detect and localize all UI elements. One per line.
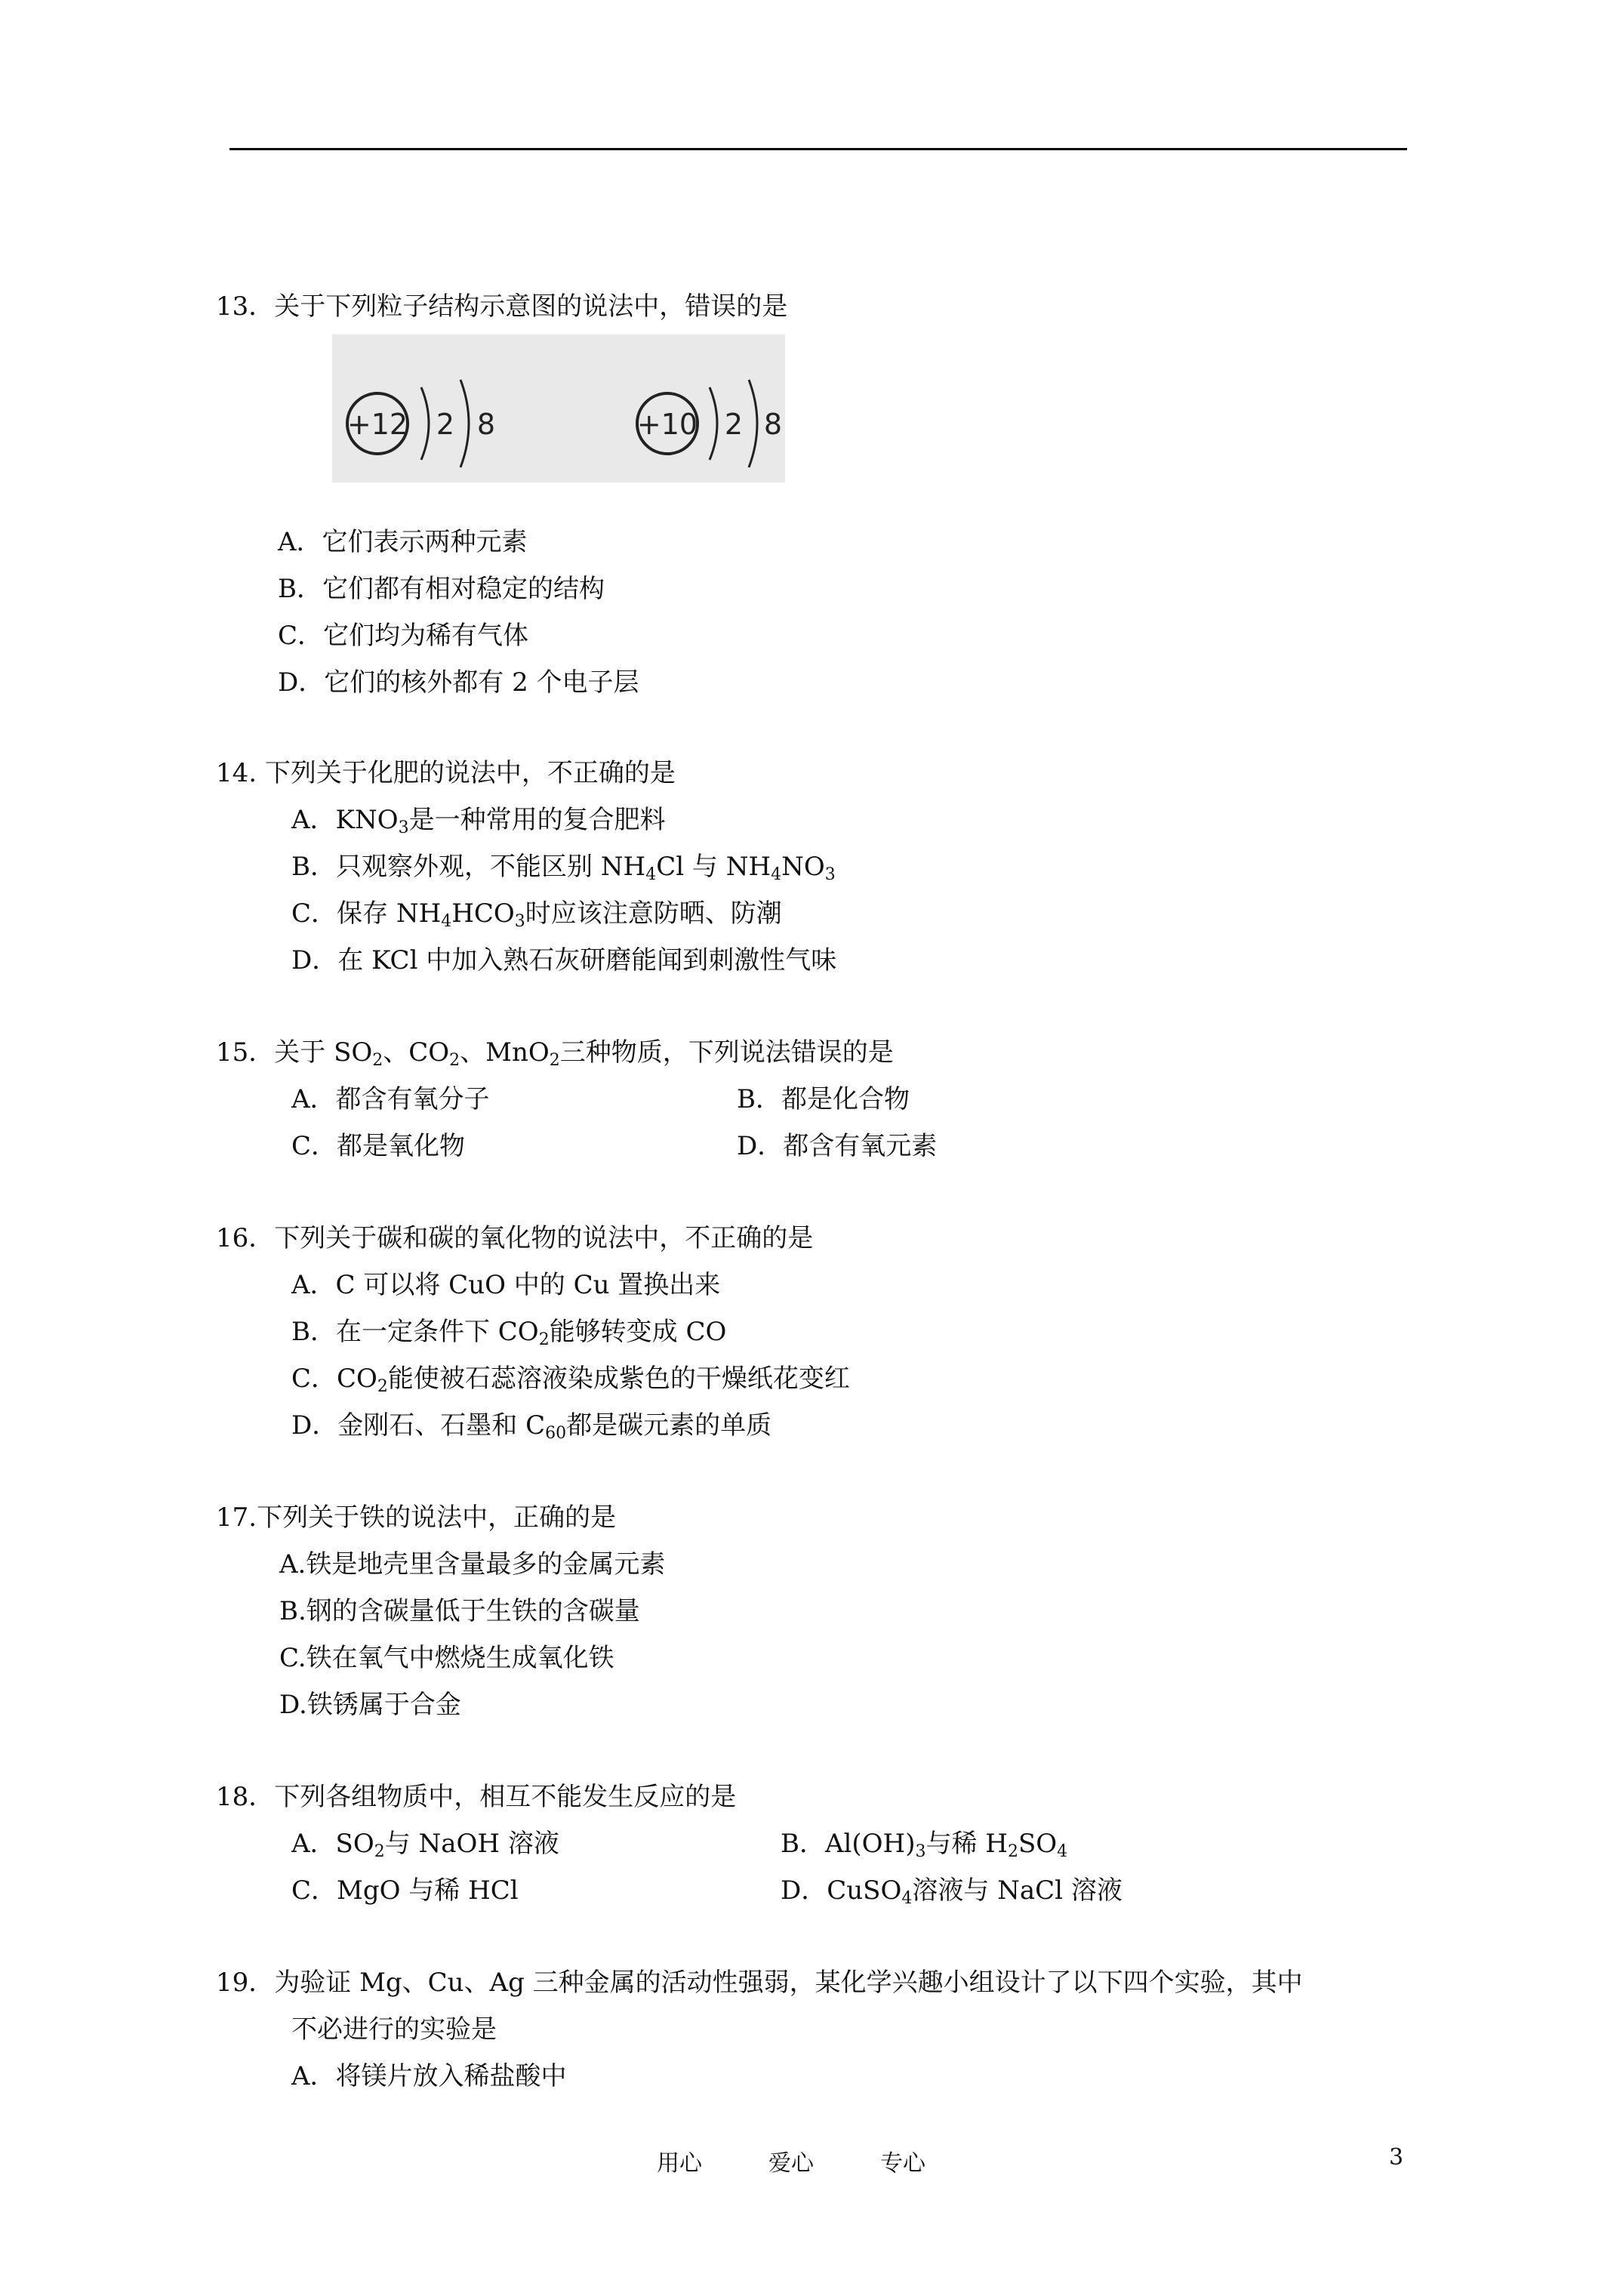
q15-stem: 15．关于 $SO_2$、$CO_2$、MnO$_2$三种物质，下列说法错误的是: [216, 1037, 894, 1070]
shell-electrons-1b: 8: [476, 408, 496, 441]
q13-option-b: B．它们都有相对稳定的结构: [278, 574, 605, 604]
atom-structure-svg: [332, 334, 785, 482]
q17-option-b: B.钢的含碳量低于生铁的含碳量: [279, 1596, 640, 1626]
shell-electrons-2a: 2: [724, 408, 744, 441]
footer-motto-2: 爱心: [768, 2150, 814, 2177]
q17-stem: 17.下列关于铁的说法中，正确的是: [216, 1502, 617, 1533]
shell-arc-1a: [421, 387, 429, 460]
q18-option-b: B．$Al(OH)_3$与稀 $H_2SO_4$: [781, 1829, 1068, 1861]
shell-arc-2a: [710, 387, 717, 460]
q16-option-b: B．在一定条件下 $CO_2$能够转变成 CO: [291, 1317, 727, 1349]
q13-option-c: C．它们均为稀有气体: [278, 621, 529, 651]
q13-stem: 13．关于下列粒子结构示意图的说法中，错误的是: [216, 291, 788, 322]
q19-stem-line2: 不必进行的实验是: [291, 2014, 497, 2045]
footer-motto-3: 专心: [880, 2150, 925, 2177]
nucleus-charge-1: +12: [346, 408, 408, 441]
shell-arc-2b: [749, 380, 757, 467]
q15-option-d: D．都含有氧元素: [737, 1131, 938, 1161]
shell-electrons-1a: 2: [436, 408, 455, 441]
header-rule: [229, 148, 1407, 150]
q13-option-a: A．它们表示两种元素: [278, 527, 528, 557]
q16-option-a: A．C 可以将 CuO 中的 Cu 置换出来: [291, 1270, 721, 1300]
nucleus-charge-2: +10: [636, 408, 698, 441]
q15-option-b: B．都是化合物: [737, 1084, 910, 1114]
atom-structure-diagram: [332, 334, 785, 482]
q19-option-a: A．将镁片放入稀盐酸中: [291, 2061, 567, 2091]
shell-electrons-2b: 8: [763, 408, 783, 441]
q18-option-a: A．$SO_2$与 NaOH 溶液: [291, 1829, 559, 1861]
q16-option-d: D．金刚石、石墨和 $C_{60}$都是碳元素的单质: [291, 1410, 772, 1443]
page-number: 3: [1389, 2144, 1404, 2171]
q14-option-d: D．在 KCl 中加入熟石灰研磨能闻到刺激性气味: [291, 945, 837, 975]
q18-stem: 18．下列各组物质中，相互不能发生反应的是: [216, 1782, 737, 1812]
q13-option-d: D．它们的核外都有 2 个电子层: [278, 667, 639, 698]
q18-option-c: C．MgO 与稀 HCl: [291, 1875, 519, 1906]
q14-option-c: C．保存 $NH_4HCO_3$时应该注意防晒、防潮: [291, 898, 782, 931]
q16-option-c: C．$CO_2$能使被石蕊溶液染成紫色的干燥纸花变红: [291, 1364, 850, 1396]
q14-option-b: B．只观察外观，不能区别 $NH_4Cl$ 与 $NH_4NO_3$: [291, 852, 836, 884]
q15-option-c: C．都是氧化物: [291, 1131, 466, 1161]
q14-stem: 14. 下列关于化肥的说法中，不正确的是: [216, 758, 676, 788]
footer-motto-1: 用心: [657, 2150, 702, 2177]
q17-option-d: D.铁锈属于合金: [279, 1690, 461, 1720]
q19-stem-line1: 19．为验证 Mg、Cu、Ag 三种金属的活动性强弱，某化学兴趣小组设计了以下四个实验，其中: [216, 1968, 1303, 1998]
q18-option-d: D．CuSO$_4$溶液与 NaCl 溶液: [781, 1875, 1123, 1908]
q16-stem: 16．下列关于碳和碳的氧化物的说法中，不正确的是: [216, 1223, 814, 1253]
q15-option-a: A．都含有氧分子: [291, 1084, 490, 1114]
q14-option-a: A．$KNO_3$是一种常用的复合肥料: [291, 805, 666, 837]
q17-option-c: C.铁在氧气中燃烧生成氧化铁: [279, 1643, 614, 1673]
q17-option-a: A.铁是地壳里含量最多的金属元素: [279, 1549, 666, 1579]
shell-arc-1b: [460, 380, 469, 467]
